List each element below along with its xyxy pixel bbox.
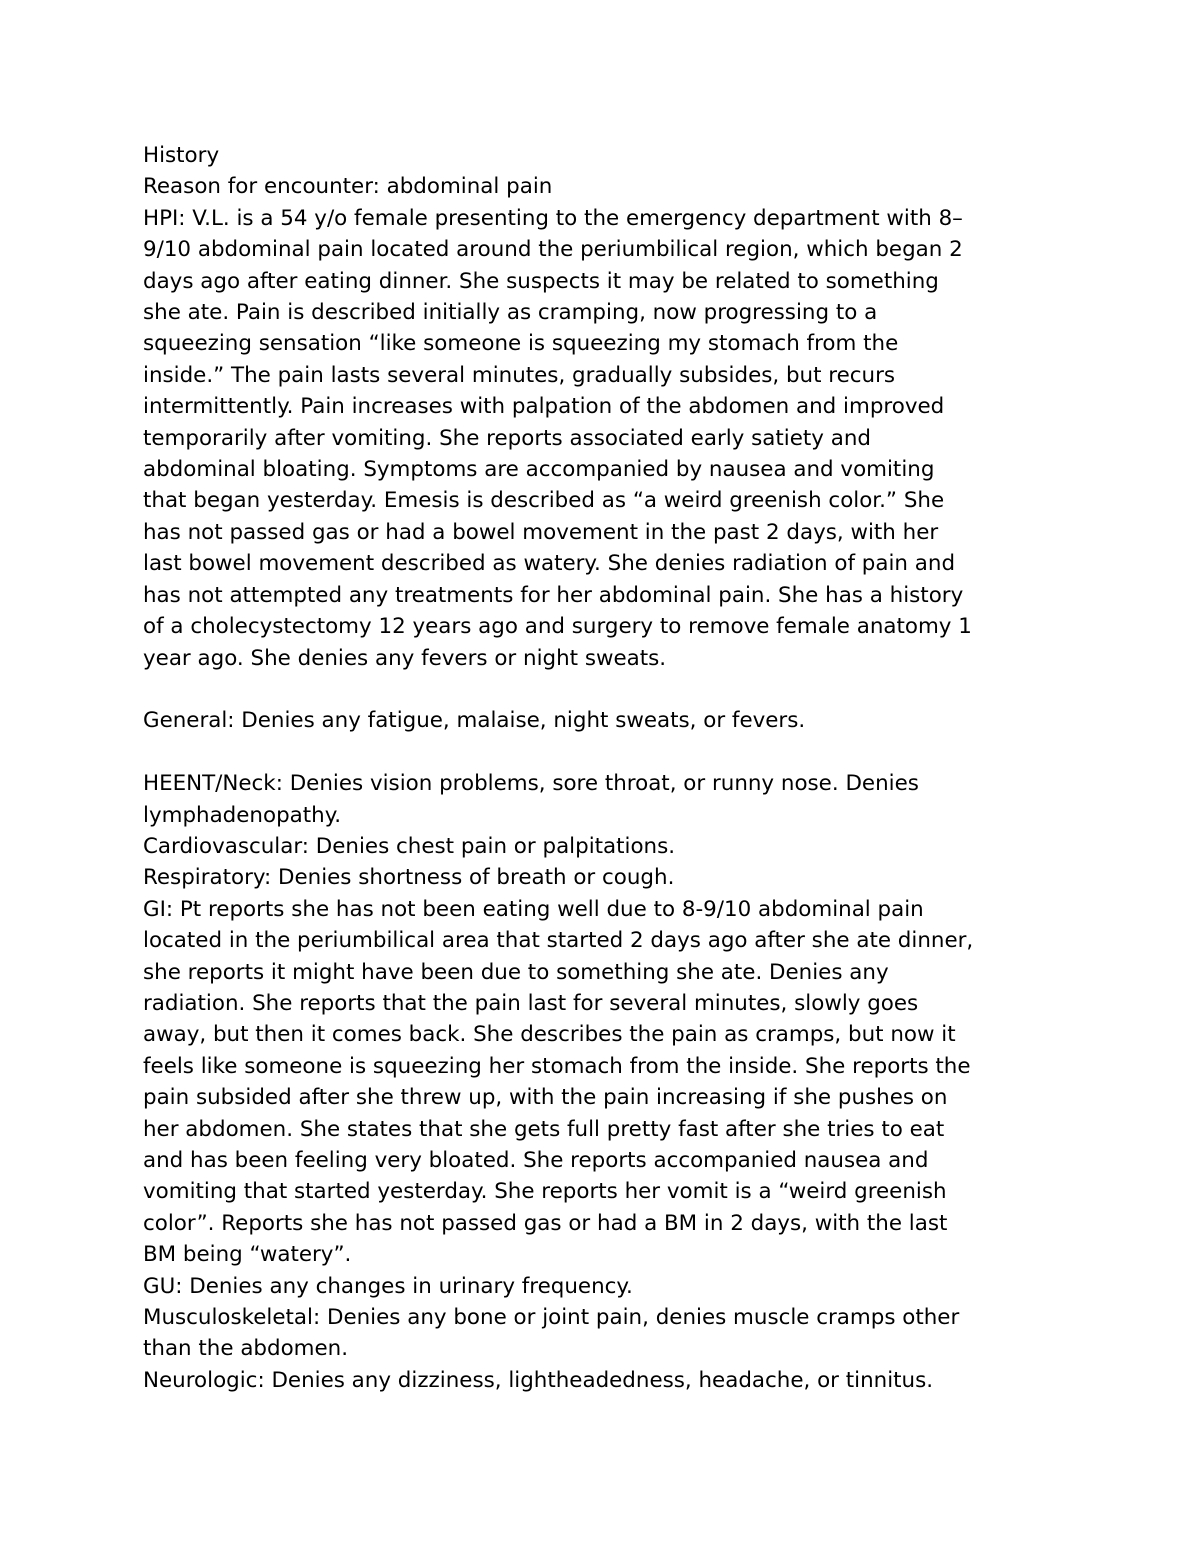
gi-line: BM being “watery”.	[143, 1242, 352, 1268]
hpi-line: year ago. She denies any fevers or night sweats.	[143, 645, 667, 671]
hpi-line: abdominal bloating. Symptoms are accompanied by nausea and vomiting	[143, 457, 935, 483]
gi-line: GI: Pt reports she has not been eating well due to 8-9/10 abdominal pain	[143, 896, 924, 922]
hpi-line: inside.” The pain lasts several minutes, gradually subsides, but recurs	[143, 362, 896, 388]
gi-line: color”. Reports she has not passed gas or had a BM in 2 days, with the last	[143, 1210, 948, 1236]
hpi-line: 9/10 abdominal pain located around the periumbilical region, which began 2	[143, 237, 963, 263]
musculoskeletal-line: than the abdomen.	[143, 1336, 349, 1362]
gi-line: her abdomen. She states that she gets full pretty fast after she tries to eat	[143, 1116, 945, 1142]
gi-paragraph	[143, 894, 1073, 1271]
gi-line: located in the periumbilical area that started 2 days ago after she ate dinner,	[143, 928, 974, 954]
musculoskeletal-paragraph	[143, 1302, 1073, 1365]
heent-line: HEENT/Neck: Denies vision problems, sore throat, or runny nose. Denies	[143, 771, 919, 797]
hpi-line: temporarily after vomiting. She reports associated early satiety and	[143, 425, 871, 451]
document-page	[143, 140, 1073, 1396]
gi-line: pain subsided after she threw up, with the pain increasing if she pushes on	[143, 1085, 948, 1111]
hpi-line: she ate. Pain is described initially as cramping, now progressing to a	[143, 300, 878, 326]
gi-line: away, but then it comes back. She describes the pain as cramps, but now it	[143, 1022, 956, 1048]
hpi-line: has not passed gas or had a bowel movement in the past 2 days, with her	[143, 519, 939, 545]
hpi-line: days ago after eating dinner. She suspects it may be related to something	[143, 268, 939, 294]
heent-line: lymphadenopathy.	[143, 802, 342, 828]
gi-line: she reports it might have been due to something she ate. Denies any	[143, 959, 889, 985]
neurologic-ros: Neurologic: Denies any dizziness, lightheadedness, headache, or tinnitus.	[143, 1367, 934, 1393]
section-title: History	[143, 143, 220, 168]
gi-line: radiation. She reports that the pain last for several minutes, slowly goes	[143, 990, 919, 1016]
cardiovascular-ros: Cardiovascular: Denies chest pain or palpitations.	[143, 833, 676, 859]
general-ros: General: Denies any fatigue, malaise, night sweats, or fevers.	[143, 708, 806, 734]
gi-line: and has been feeling very bloated. She reports accompanied nausea and	[143, 1147, 929, 1173]
hpi-line: that began yesterday. Emesis is described as “a weird greenish color.” She	[143, 488, 945, 514]
hpi-line: has not attempted any treatments for her abdominal pain. She has a history	[143, 582, 964, 608]
gu-ros: GU: Denies any changes in urinary frequency.	[143, 1273, 633, 1299]
heent-paragraph	[143, 768, 1073, 831]
gi-line: vomiting that started yesterday. She reports her vomit is a “weird greenish	[143, 1179, 947, 1205]
hpi-line: intermittently. Pain increases with palpation of the abdomen and improved	[143, 394, 945, 420]
hpi-line: HPI: V.L. is a 54 y/o female presenting to the emergency department with 8–	[143, 205, 963, 231]
hpi-line: of a cholecystectomy 12 years ago and surgery to remove female anatomy 1	[143, 614, 972, 640]
blank-line	[143, 737, 1073, 768]
reason-for-encounter: Reason for encounter: abdominal pain	[143, 174, 553, 200]
hpi-line: last bowel movement described as watery. She denies radiation of pain and	[143, 551, 956, 577]
musculoskeletal-line: Musculoskeletal: Denies any bone or joint pain, denies muscle cramps other	[143, 1305, 960, 1330]
gi-line: feels like someone is squeezing her stomach from the inside. She reports the	[143, 1053, 971, 1079]
hpi-paragraph	[143, 203, 1073, 674]
hpi-line: squeezing sensation “like someone is squeezing my stomach from the	[143, 331, 899, 357]
blank-line	[143, 674, 1073, 705]
respiratory-ros: Respiratory: Denies shortness of breath or cough.	[143, 865, 675, 891]
